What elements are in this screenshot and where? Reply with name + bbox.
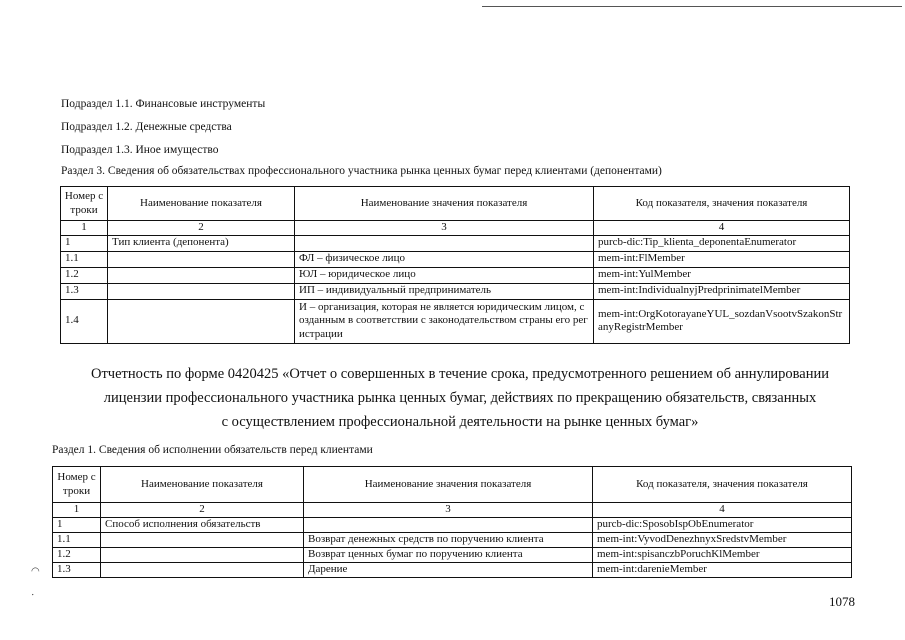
indicator-name: [108, 299, 295, 343]
header-code: Код показателя, значения показателя: [594, 187, 850, 221]
top-rule: [482, 6, 902, 7]
index-cell: 4: [593, 503, 852, 518]
scan-edge-mark: ⋅: [31, 590, 35, 601]
value-name: ЮЛ – юридическое лицо: [295, 267, 594, 283]
row-number: 1.1: [61, 251, 108, 267]
table-row: [61, 299, 850, 343]
indicator-name: [101, 532, 304, 547]
indicator-code: mem-int:YulMember: [594, 267, 850, 283]
value-name: И – организация, которая не является юридическим лицом, созданным в соответствии с законодательством страны его регистрации: [295, 299, 594, 343]
report-title-line: с осуществлением профессиональной деятельности на рынке ценных бумаг»: [221, 414, 699, 430]
scan-edge-mark: ◠: [31, 566, 40, 577]
value-name: ФЛ – физическое лицо: [295, 251, 594, 267]
header-value-name: Наименование значения показателя: [304, 467, 593, 503]
table-row: [61, 235, 850, 251]
table-index-row: [61, 221, 850, 236]
value-name: Возврат денежных средств по поручению клиента: [304, 532, 593, 547]
value-name: ИП – индивидуальный предприниматель: [295, 283, 594, 299]
table-header-row: [53, 467, 852, 503]
row-number: 1.3: [53, 562, 101, 577]
row-number: 1.2: [53, 547, 101, 562]
row-number: 1.1: [53, 532, 101, 547]
value-name: Возврат ценных бумаг по поручению клиента: [304, 547, 593, 562]
row-number: 1: [53, 517, 101, 532]
section-1-title: Раздел 1. Сведения об исполнении обязательств перед клиентами: [52, 444, 373, 456]
report-title-line: Отчетность по форме 0420425 «Отчет о совершенных в течение срока, предусмотренного решением об аннулировании: [90, 366, 830, 382]
index-cell: 1: [53, 503, 101, 518]
report-title: [40, 362, 880, 434]
indicator-code: mem-int:IndividualnyjPredprinimatelMember: [594, 283, 850, 299]
row-number: 1.4: [61, 299, 108, 343]
indicator-name: [101, 547, 304, 562]
table-row: [61, 283, 850, 299]
value-name: Дарение: [304, 562, 593, 577]
row-number: 1.3: [61, 283, 108, 299]
table-row: [61, 251, 850, 267]
indicator-code: mem-int:OrgKotorayaneYUL_sozdanVsootvSzakonStranyRegistrMember: [594, 299, 850, 343]
indicator-code: purcb-dic:Tip_klienta_deponentaEnumerator: [594, 235, 850, 251]
indicator-name: [108, 267, 295, 283]
indicator-code: purcb-dic:SposobIspObEnumerator: [593, 517, 852, 532]
indicator-name: [108, 251, 295, 267]
indicator-code: mem-int:spisanczbPoruchKlMember: [593, 547, 852, 562]
indicator-name: [101, 562, 304, 577]
table-row: [53, 517, 852, 532]
indicator-code: mem-int:FlMember: [594, 251, 850, 267]
section-1-table: [52, 466, 852, 578]
subsection-1-2: Подраздел 1.2. Денежные средства: [61, 121, 232, 133]
indicator-name: [108, 283, 295, 299]
header-indicator-name: Наименование показателя: [108, 187, 295, 221]
table-row: [53, 532, 852, 547]
header-row-number: Номер строки: [61, 187, 108, 221]
subsection-1-1: Подраздел 1.1. Финансовые инструменты: [61, 98, 266, 110]
table-index-row: [53, 503, 852, 518]
table-row: [61, 267, 850, 283]
indicator-code: mem-int:VyvodDenezhnyxSredstvMember: [593, 532, 852, 547]
table-header-row: [61, 187, 850, 221]
indicator-name: Способ исполнения обязательств: [101, 517, 304, 532]
index-cell: 4: [594, 221, 850, 236]
table-row: [53, 547, 852, 562]
indicator-name: Тип клиента (депонента): [108, 235, 295, 251]
report-title-line: лицензии профессионального участника рынка ценных бумаг, действиях по прекращению обязательств, связанных: [103, 390, 817, 406]
value-name: [304, 517, 593, 532]
header-row-number: Номер строки: [53, 467, 101, 503]
index-cell: 3: [304, 503, 593, 518]
index-cell: 3: [295, 221, 594, 236]
value-name: [295, 235, 594, 251]
index-cell: 2: [101, 503, 304, 518]
section-3-title: Раздел 3. Сведения об обязательствах профессионального участника рынка ценных бумаг перед клиентами (депонентами): [61, 165, 662, 177]
row-number: 1.2: [61, 267, 108, 283]
subsection-1-3: Подраздел 1.3. Иное имущество: [61, 144, 219, 156]
header-indicator-name: Наименование показателя: [101, 467, 304, 503]
header-code: Код показателя, значения показателя: [593, 467, 852, 503]
table-row: [53, 562, 852, 577]
indicator-code: mem-int:darenieMember: [593, 562, 852, 577]
section-3-table: [60, 186, 850, 344]
index-cell: 2: [108, 221, 295, 236]
row-number: 1: [61, 235, 108, 251]
page-number: 1078: [829, 594, 855, 609]
header-value-name: Наименование значения показателя: [295, 187, 594, 221]
index-cell: 1: [61, 221, 108, 236]
